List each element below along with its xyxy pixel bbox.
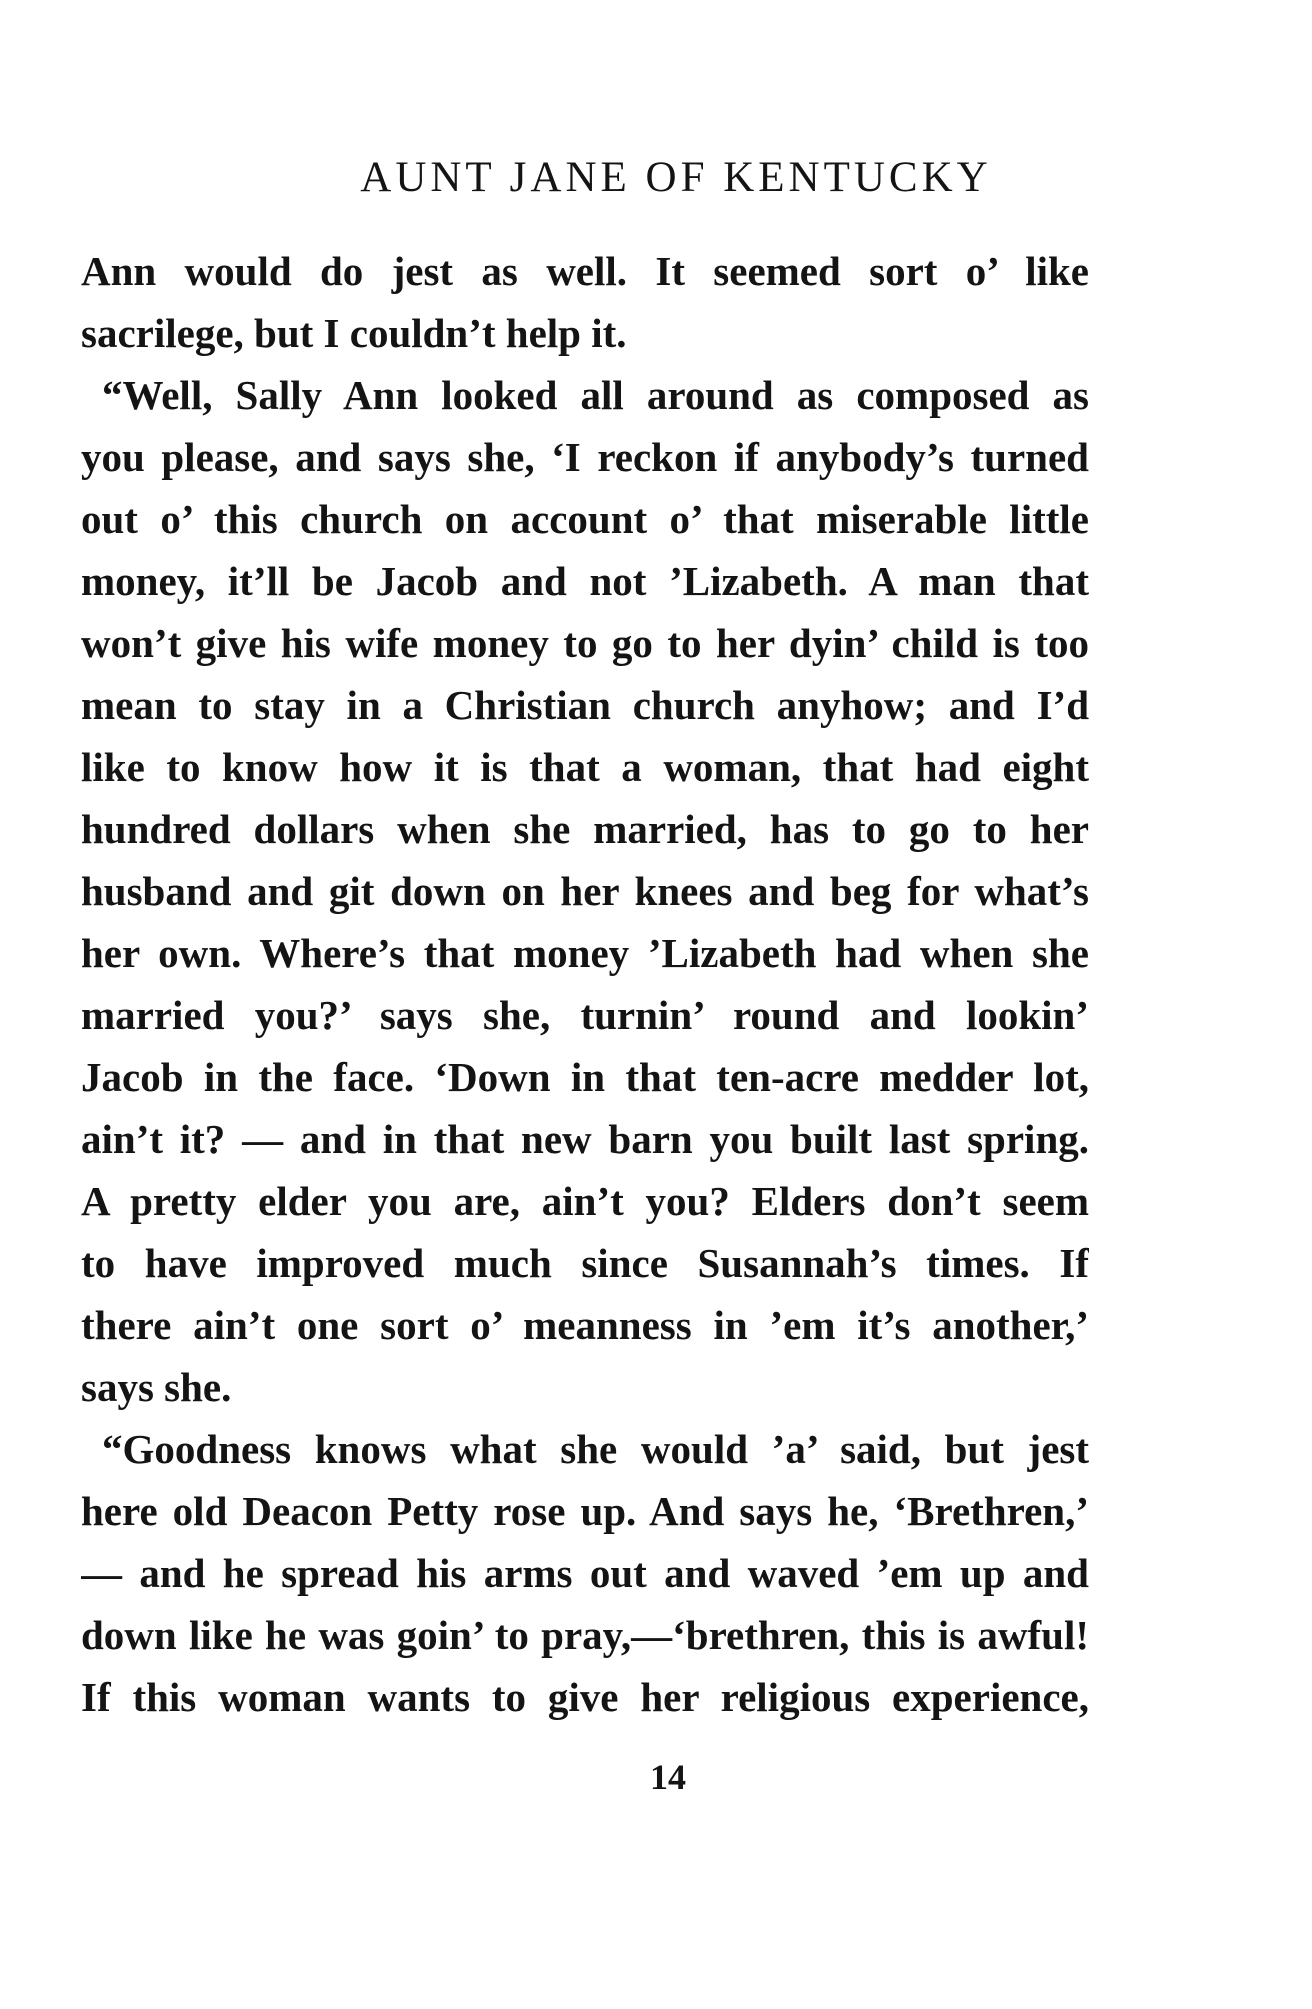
- text-line: ain’t it? — and in that new barn you built last spring.: [81, 1116, 1089, 1162]
- running-head: AUNT JANE OF KENTUCKY: [360, 154, 992, 201]
- text-line: says she.: [81, 1364, 232, 1410]
- text-line: here old Deacon Petty rose up. And says he, ‘Brethren,’: [81, 1488, 1089, 1534]
- text-line: sacrilege, but I couldn’t help it.: [81, 310, 627, 356]
- text-line: Ann would do jest as well. It seemed sort o’ like: [81, 248, 1089, 294]
- text-line: there ain’t one sort o’ meanness in ’em it’s another,’: [81, 1302, 1089, 1348]
- text-line: down like he was goin’ to pray,—‘brethren, this is awful!: [81, 1612, 1089, 1658]
- text-line: “Well, Sally Ann looked all around as composed as: [102, 372, 1089, 418]
- text-line: married you?’ says she, turnin’ round and lookin’: [81, 992, 1089, 1038]
- text-line: husband and git down on her knees and beg for what’s: [81, 868, 1089, 914]
- text-line: won’t give his wife money to go to her dyin’ child is too: [81, 620, 1089, 666]
- body-text: [81, 240, 1089, 1728]
- text-line: Jacob in the face. ‘Down in that ten-acre medder lot,: [81, 1054, 1089, 1100]
- text-line: like to know how it is that a woman, that had eight: [81, 744, 1089, 790]
- text-line: her own. Where’s that money ’Lizabeth had when she: [81, 930, 1089, 976]
- page-number: 14: [650, 1757, 686, 1797]
- text-line: money, it’ll be Jacob and not ’Lizabeth. A man that: [81, 558, 1089, 604]
- text-line: “Goodness knows what she would ’a’ said, but jest: [102, 1426, 1089, 1472]
- text-line: out o’ this church on account o’ that miserable little: [81, 496, 1089, 542]
- text-line: you please, and says she, ‘I reckon if anybody’s turned: [81, 434, 1089, 480]
- text-line: A pretty elder you are, ain’t you? Elders don’t seem: [81, 1178, 1089, 1224]
- text-line: to have improved much since Susannah’s times. If: [81, 1240, 1089, 1286]
- text-line: — and he spread his arms out and waved ’em up and: [81, 1550, 1089, 1596]
- text-line: hundred dollars when she married, has to go to her: [81, 806, 1089, 852]
- text-line: mean to stay in a Christian church anyhow; and I’d: [81, 682, 1089, 728]
- text-line: If this woman wants to give her religious experience,: [81, 1674, 1089, 1720]
